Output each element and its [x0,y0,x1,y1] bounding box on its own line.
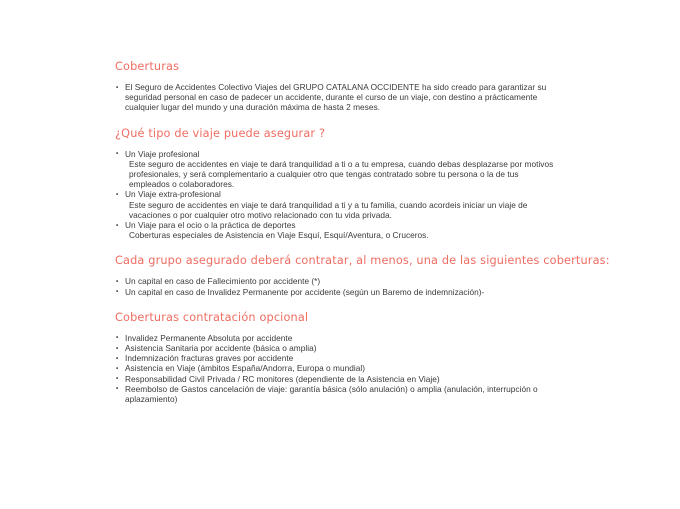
list-item [115,363,560,373]
list-item [115,276,560,286]
list-item-title: ▪ El Seguro de Accidentes Colectivo Viajes del GRUPO CATALANA OCCIDENTE ha sido creado para garantizar su seguridad personal en caso de padecer un accidente, durante el curso de un viaje, con destino a prácticamente cualquier lugar del mundo y una duración máxima de hasta 2 meses. [125,82,547,113]
section-coberturas [115,60,560,113]
list-item-title: ▪ Un Viaje para el ocio o la práctica de deportes [125,220,296,231]
list-item-title: ▪ Indemnización fracturas graves por accidente [125,353,294,364]
list-item [115,343,560,353]
list-item-title: ▪ Asistencia en Viaje (ámbitos España/Andorra, Europa o mundial) [125,363,365,374]
bullet-list-coberturas-opcionales [115,333,560,404]
bullet-list-coberturas [115,82,560,113]
list-item-title: ▪ Un Viaje profesional [125,148,200,159]
list-item-body: Este seguro de accidentes en viaje te dará tranquilidad a ti y a tu familia, cuando acordeis iniciar un viaje de vacaciones o por cualquier otro motivo relacionado con tu vida privada. [129,199,528,220]
list-item-title: ▪ Invalidez Permanente Absoluta por accidente [125,332,293,343]
spacer [115,268,560,276]
spacer [115,141,560,149]
list-item [115,384,560,404]
spacer [115,240,560,254]
list-item [115,220,560,240]
list-item [115,333,560,343]
section-heading-coberturas: Coberturas [115,60,180,73]
list-item [115,353,560,363]
list-item [115,149,560,190]
list-item-body: Este seguro de accidentes en viaje te dará tranquilidad a ti o a tu empresa, cuando debas desplazarse por motivos profesionales, y será complementario a cualquier otro que tengas contratado sobre tu persona o la de tus empleados o colaboradores. [129,158,554,190]
list-item [115,374,560,384]
section-heading-coberturas-opcionales: Coberturas contratación opcional [115,310,309,324]
section-heading-coberturas-obligatorias: Cada grupo asegurado deberá contratar, al menos, una de las siguientes coberturas: [115,254,610,268]
list-item-title: ▪ Un capital en caso de Fallecimiento por accidente (*) [125,276,321,287]
list-item-title: ▪ Asistencia Sanitaria por accidente (básica o amplia) [125,343,317,354]
list-item [115,189,560,220]
spacer [115,325,560,333]
spacer [115,74,560,82]
list-item [115,287,560,297]
list-item [115,82,560,113]
bullet-list-coberturas-obligatorias [115,276,560,296]
list-item-title: ▪ Un capital en caso de Invalidez Permanente por accidente (según un Baremo de indemnización)- [125,286,485,297]
spacer [115,297,560,311]
list-item-title: ▪ Reembolso de Gastos cancelación de viaje: garantía básica (sólo anulación) o amplia (anulación, interrupción o aplazamiento) [125,383,538,405]
section-heading-tipo-de-viaje: ¿Qué tipo de viaje puede asegurar ? [115,126,326,140]
section-coberturas-opcionales [115,311,560,404]
spacer [115,113,560,127]
list-item-title: ▪ Responsabilidad Civil Privada / RC monitores (dependiente de la Asistencia en Viaje) [125,373,440,384]
bullet-list-tipo-de-viaje [115,149,560,241]
list-item-body: Coberturas especiales de Asistencia en Viaje Esquí, Esquí/Aventura, o Cruceros. [129,230,429,241]
section-tipo-de-viaje [115,127,560,241]
section-coberturas-obligatorias [115,254,610,297]
list-item-title: ▪ Un Viaje extra-profesional [125,189,221,200]
